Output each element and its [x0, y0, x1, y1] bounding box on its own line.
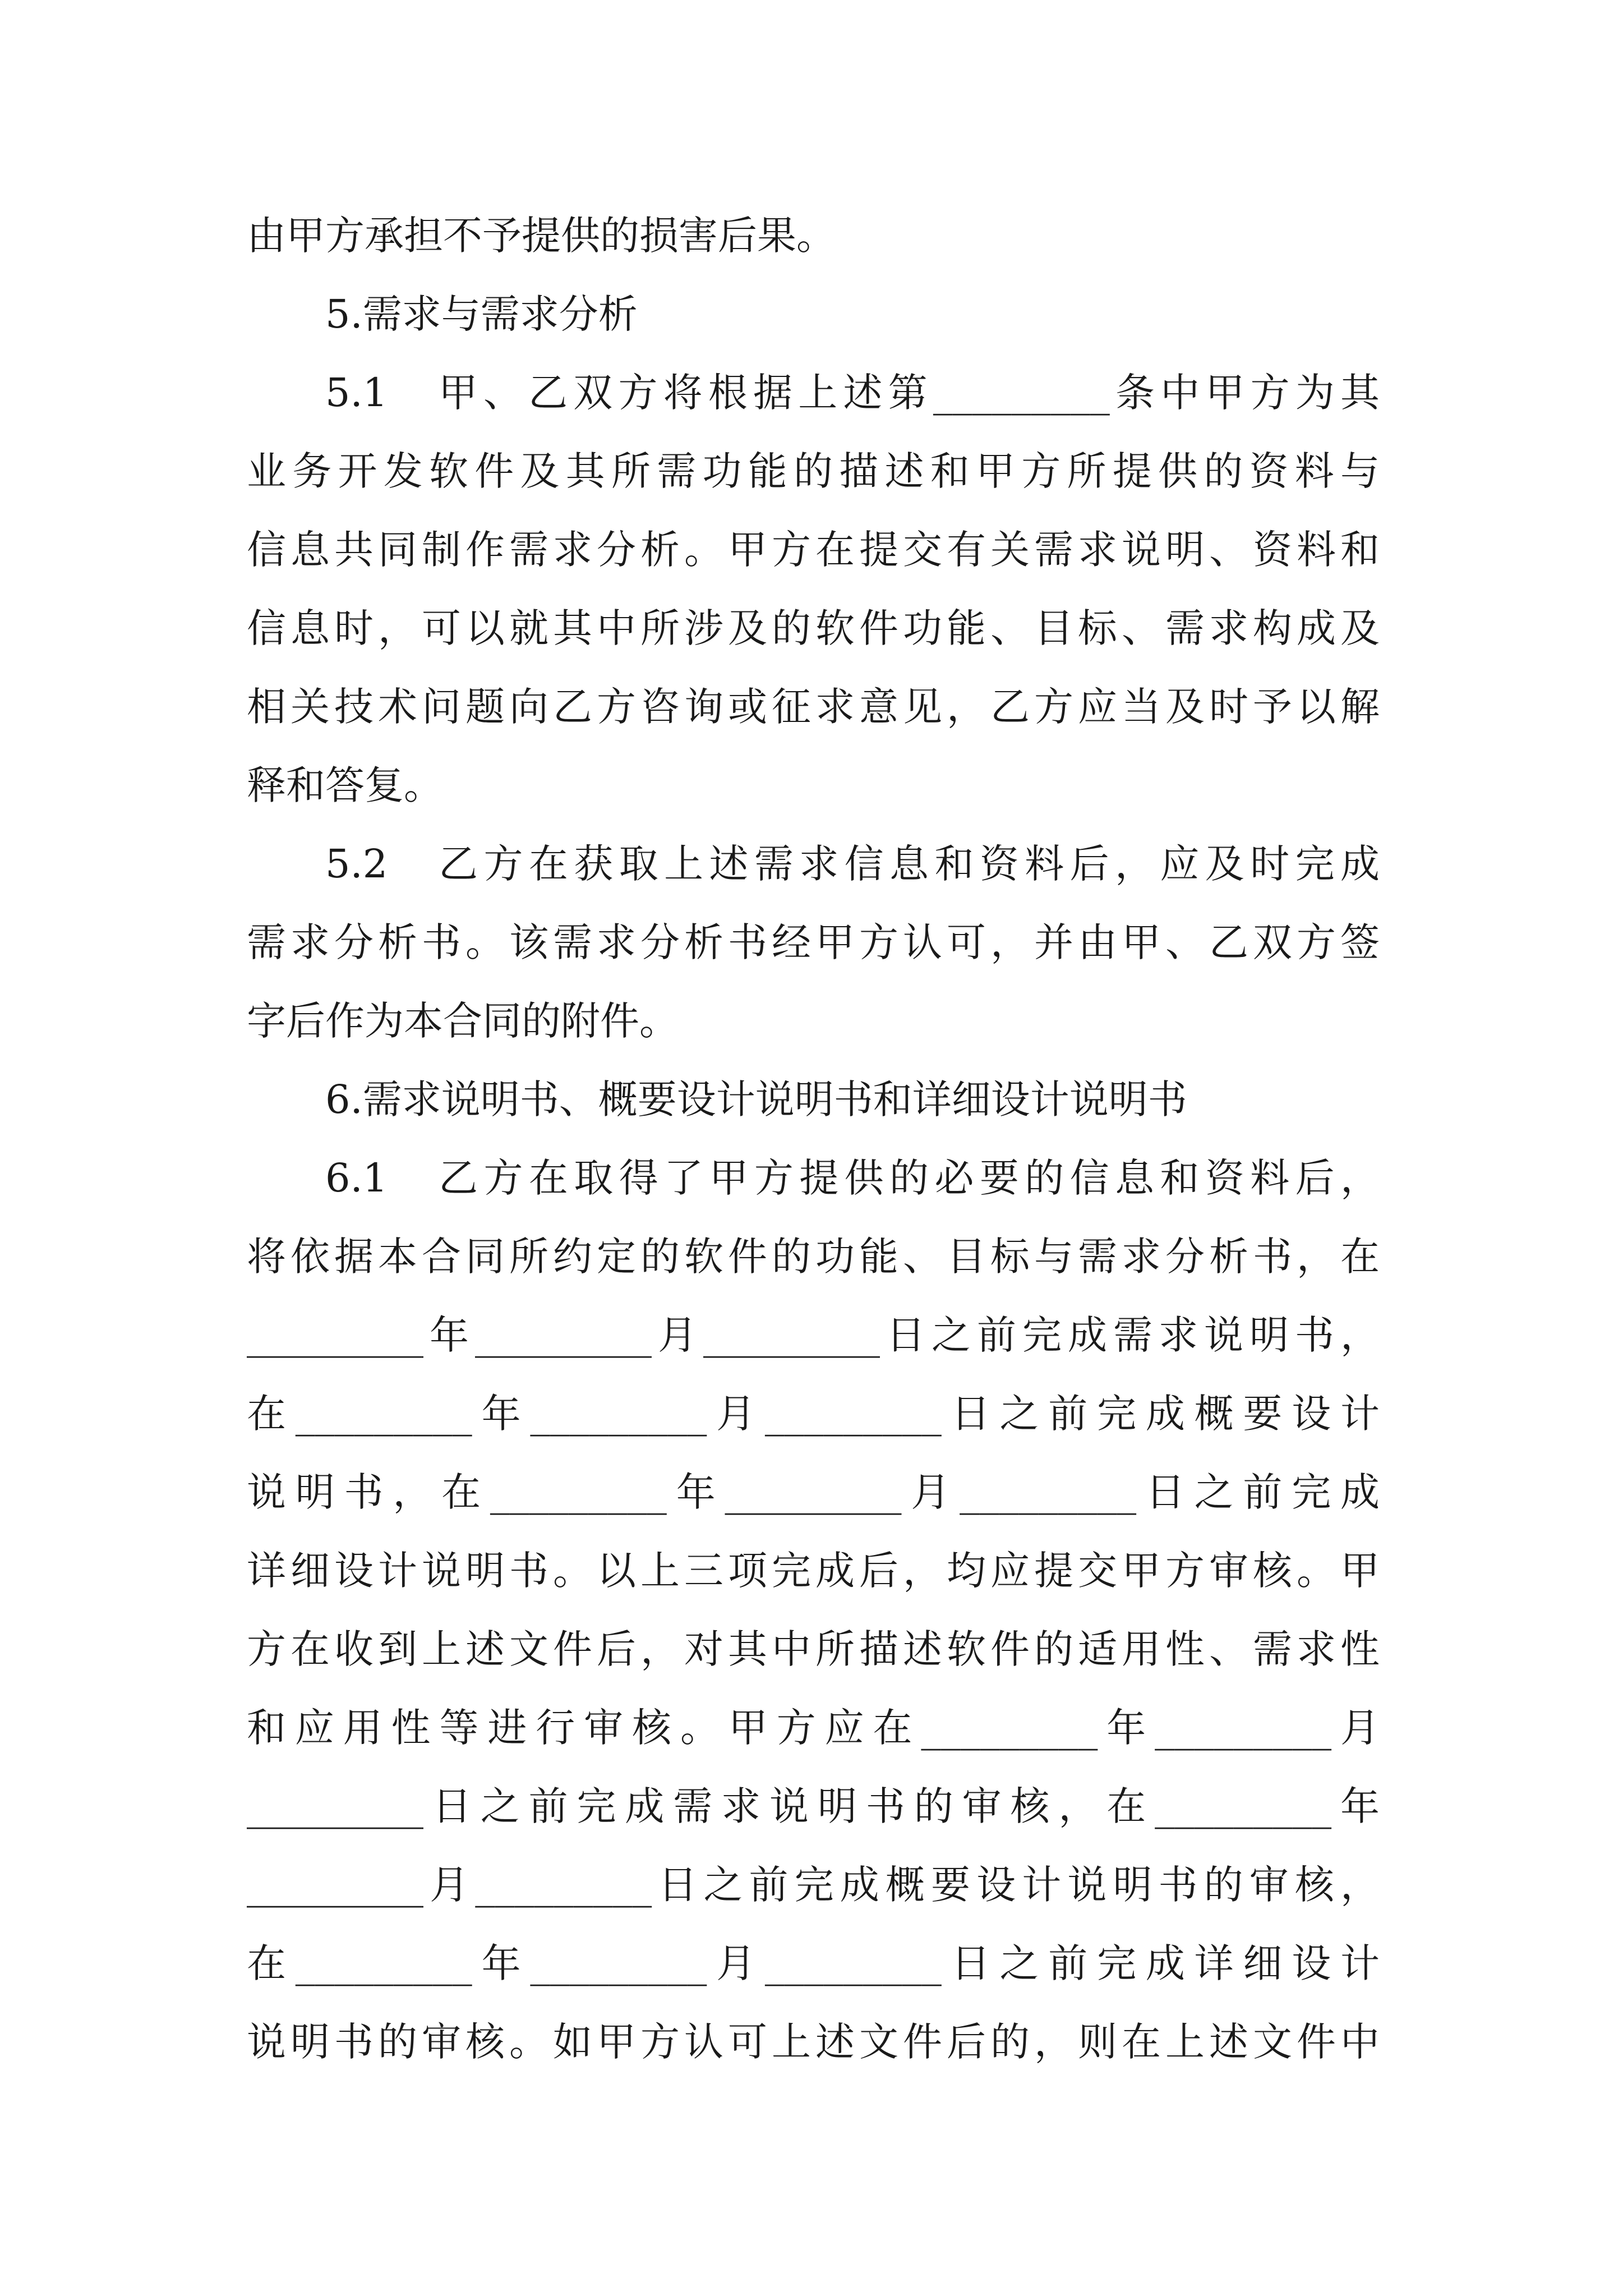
paragraph-line: 字后作为本合同的附件。 — [247, 998, 679, 1044]
section-heading-6: 6.需求说明书、概要设计说明书和详细设计说明书 — [325, 1076, 1187, 1122]
paragraph-line: 详细设计说明书。以上三项完成后，均应提交甲方审核。甲 — [247, 1548, 1380, 1594]
paragraph-line: 由甲方承担不予提供的损害后果。 — [247, 213, 836, 259]
paragraph-line: _________年_________月_________日之前完成需求说明书， — [247, 1312, 1380, 1358]
paragraph-line: 5.2 乙方在获取上述需求信息和资料后，应及时完成 — [325, 841, 1380, 887]
paragraph-line: 信息时，可以就其中所涉及的软件功能、目标、需求构成及 — [247, 605, 1380, 651]
paragraph-line: 说明书的审核。如甲方认可上述文件后的，则在上述文件中 — [247, 2019, 1380, 2065]
paragraph-line: 6.1 乙方在取得了甲方提供的必要的信息和资料后， — [325, 1155, 1380, 1201]
paragraph-line: 相关技术问题向乙方咨询或征求意见，乙方应当及时予以解 — [247, 684, 1380, 730]
paragraph-line: 在_________年_________月_________日之前完成详细设计 — [247, 1940, 1380, 1986]
paragraph-line: _________月_________日之前完成概要设计说明书的审核， — [247, 1862, 1380, 1908]
paragraph-line: _________日之前完成需求说明书的审核，在_________年 — [247, 1783, 1380, 1829]
paragraph-line: 说明书，在_________年_________月_________日之前完成 — [247, 1469, 1380, 1515]
paragraph-line: 和应用性等进行审核。甲方应在_________年_________月 — [247, 1705, 1380, 1751]
paragraph-line: 在_________年_________月_________日之前完成概要设计 — [247, 1391, 1380, 1437]
paragraph-line: 5.1 甲、乙双方将根据上述第_________条中甲方为其 — [325, 370, 1380, 416]
paragraph-line: 信息共同制作需求分析。甲方在提交有关需求说明、资料和 — [247, 527, 1380, 573]
paragraph-line: 需求分析书。该需求分析书经甲方认可，并由甲、乙双方签 — [247, 919, 1380, 965]
paragraph-line: 方在收到上述文件后，对其中所描述软件的适用性、需求性 — [247, 1626, 1380, 1672]
section-heading-5: 5.需求与需求分析 — [325, 291, 638, 337]
paragraph-line: 将依据本合同所约定的软件的功能、目标与需求分析书，在 — [247, 1234, 1380, 1280]
paragraph-line: 业务开发软件及其所需功能的描述和甲方所提供的资料与 — [247, 448, 1380, 494]
paragraph-line: 释和答复。 — [247, 762, 443, 808]
